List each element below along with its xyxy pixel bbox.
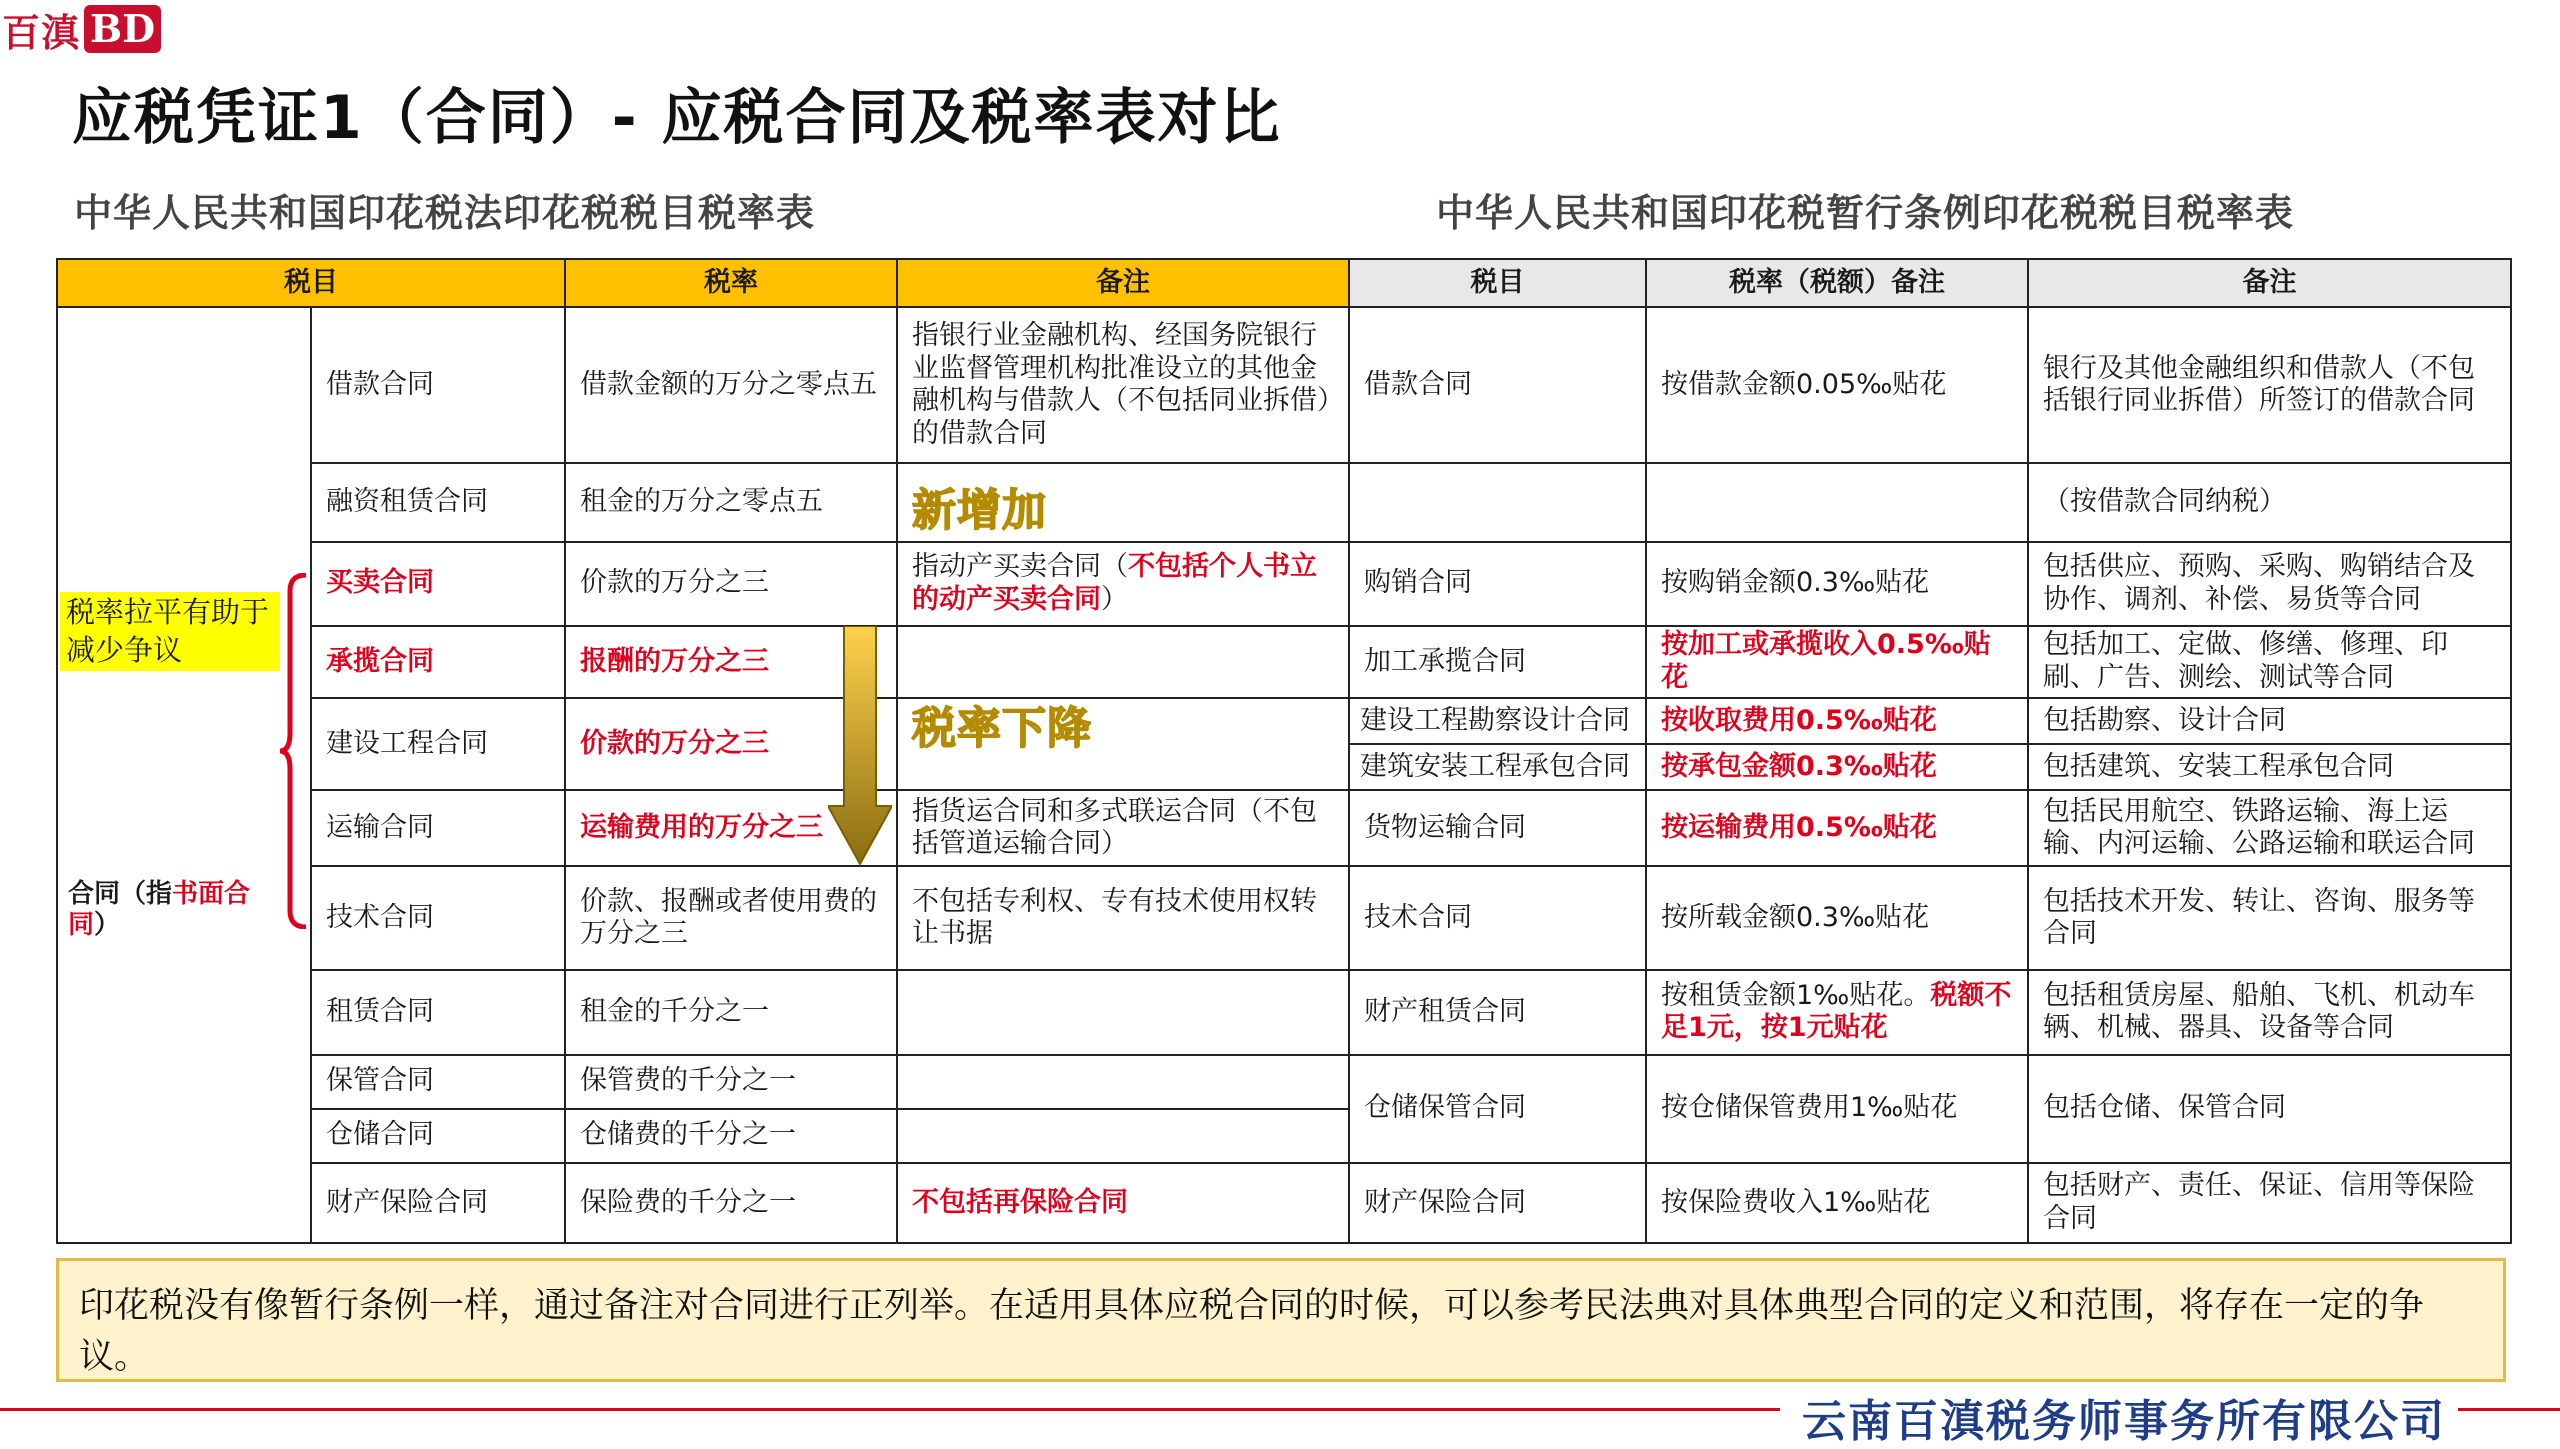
note-cell	[897, 970, 1349, 1054]
note-cell: 指货运合同和多式联运合同（不包括管道运输合同）	[897, 790, 1349, 866]
header-rate-old: 税率（税额）备注	[1646, 259, 2028, 307]
page-title: 应税凭证1（合同）- 应税合同及税率表对比	[72, 83, 1282, 153]
rate-cell: 租金的千分之一	[565, 970, 897, 1054]
old-item-cell: 货物运输合同	[1349, 790, 1646, 866]
header-item-new: 税目	[57, 259, 565, 307]
table-row	[57, 626, 2511, 698]
old-rate-cell: 按购销金额0.3‰贴花	[1646, 542, 2028, 626]
table-row	[57, 698, 2511, 744]
old-item-cell: 财产租赁合同	[1349, 970, 1646, 1054]
item-cell: 租赁合同	[311, 970, 565, 1054]
logo-cn-text: 百滇	[2, 10, 81, 55]
item-cell: 财产保险合同	[311, 1163, 565, 1243]
note-part: ）	[1101, 583, 1128, 615]
footer-line-left	[0, 1408, 1780, 1411]
table-row	[57, 1055, 2511, 1109]
old-note-cell: 包括财产、责任、保证、信用等保险合同	[2028, 1163, 2511, 1243]
old-rate-cell: 按承包金额0.3‰贴花	[1646, 744, 2028, 790]
old-note-cell: 包括民用航空、铁路运输、海上运输、内河运输、公路运输和联运合同	[2028, 790, 2511, 866]
footer-company-name: 云南百滇税务师事务所有限公司	[1790, 1385, 2458, 1449]
table-row	[57, 1163, 2511, 1243]
note-part-emph: 不包括个人书立的动产买卖合同	[912, 551, 1317, 615]
item-cell: 借款合同	[311, 307, 565, 463]
old-rate-cell: 按加工或承揽收入0.5‰贴花	[1646, 626, 2028, 698]
item-cell: 承揽合同	[311, 626, 565, 698]
old-note-cell: （按借款合同纳税）	[2028, 463, 2511, 541]
rate-cell: 保险费的千分之一	[565, 1163, 897, 1243]
old-rate-cell: 按收取费用0.5‰贴花	[1646, 698, 2028, 744]
subtitle-new-law: 中华人民共和国印花税法印花税税目税率表	[74, 191, 816, 235]
old-rate-cell: 按借款金额0.05‰贴花	[1646, 307, 2028, 463]
old-item-cell: 财产保险合同	[1349, 1163, 1646, 1243]
table-row	[57, 307, 2511, 463]
old-item-cell	[1349, 463, 1646, 541]
comparison-table	[56, 258, 2512, 1244]
category-emph: 书面合同	[68, 878, 251, 941]
annotation-yellow-box: 税率拉平有助于减少争议	[60, 592, 280, 671]
table-row	[57, 790, 2511, 866]
old-item-cell: 建筑安装工程承包合同	[1349, 744, 1646, 790]
old-item-cell: 购销合同	[1349, 542, 1646, 626]
old-note-cell: 包括技术开发、转让、咨询、服务等合同	[2028, 866, 2511, 970]
note-cell: 指银行业金融机构、经国务院银行业监督管理机构批准设立的其他金融机构与借款人（不包括同业拆借）的借款合同	[897, 307, 1349, 463]
rate-cell: 价款的万分之三	[565, 698, 897, 790]
annotation-new-added: 新增加	[912, 485, 1047, 536]
old-item-cell: 建设工程勘察设计合同	[1349, 698, 1646, 744]
rate-cell: 价款的万分之三	[565, 542, 897, 626]
old-item-cell: 技术合同	[1349, 866, 1646, 970]
old-rate-cell: 按所载金额0.3‰贴花	[1646, 866, 2028, 970]
category-cell	[57, 307, 311, 1243]
item-cell: 保管合同	[311, 1055, 565, 1109]
company-logo	[2, 4, 161, 54]
bracket-icon	[278, 573, 308, 929]
note-cell	[897, 626, 1349, 698]
logo-bd-text: BD	[84, 5, 161, 53]
item-cell: 融资租赁合同	[311, 463, 565, 541]
subtitle-old-regulation: 中华人民共和国印花税暂行条例印花税税目税率表	[1436, 191, 2295, 235]
table-row	[57, 463, 2511, 541]
old-rate-cell	[1646, 463, 2028, 541]
header-note-old: 备注	[2028, 259, 2511, 307]
rate-cell: 借款金额的万分之零点五	[565, 307, 897, 463]
category-prefix: 合同（指	[68, 878, 173, 909]
down-arrow-icon	[828, 626, 892, 866]
rate-cell: 报酬的万分之三	[565, 626, 897, 698]
old-note-cell: 包括建筑、安装工程承包合同	[2028, 744, 2511, 790]
old-note-cell: 包括租赁房屋、船舶、飞机、机动车辆、机械、器具、设备等合同	[2028, 970, 2511, 1054]
old-rate-part-emph: 税额不足1元，按1元贴花	[1661, 980, 2012, 1044]
old-note-cell: 包括加工、定做、修缮、修理、印刷、广告、测绘、测试等合同	[2028, 626, 2511, 698]
table-row	[57, 866, 2511, 970]
old-rate-part: 按租赁金额1‰贴花。	[1661, 980, 1931, 1012]
old-note-cell: 包括仓储、保管合同	[2028, 1055, 2511, 1163]
note-box: 印花税没有像暂行条例一样，通过备注对合同进行正列举。在适用具体应税合同的时候，可以参考民法典对具体典型合同的定义和范围，将存在一定的争议。	[56, 1258, 2506, 1382]
category-suffix: ）	[94, 910, 121, 941]
note-cell	[897, 1055, 1349, 1109]
note-part: 指动产买卖合同（	[912, 551, 1128, 583]
table-row	[57, 970, 2511, 1054]
annotation-rate-down: 税率下降	[912, 703, 1092, 754]
table-row	[57, 542, 2511, 626]
old-note-cell: 包括勘察、设计合同	[2028, 698, 2511, 744]
old-note-cell: 包括供应、预购、采购、购销结合及协作、调剂、补偿、易货等合同	[2028, 542, 2511, 626]
header-item-old: 税目	[1349, 259, 1646, 307]
old-rate-cell: 按仓储保管费用1‰贴花	[1646, 1055, 2028, 1163]
note-cell: 不包括再保险合同	[897, 1163, 1349, 1243]
note-cell: 不包括专利权、专有技术使用权转让书据	[897, 866, 1349, 970]
item-cell: 技术合同	[311, 866, 565, 970]
old-rate-cell: 按保险费收入1‰贴花	[1646, 1163, 2028, 1243]
header-rate-new: 税率	[565, 259, 897, 307]
rate-cell: 运输费用的万分之三	[565, 790, 897, 866]
item-cell: 仓储合同	[311, 1109, 565, 1163]
old-note-cell: 银行及其他金融组织和借款人（不包括银行同业拆借）所签订的借款合同	[2028, 307, 2511, 463]
item-cell: 建设工程合同	[311, 698, 565, 790]
note-cell	[897, 542, 1349, 626]
old-item-cell: 借款合同	[1349, 307, 1646, 463]
item-cell: 运输合同	[311, 790, 565, 866]
header-note-new: 备注	[897, 259, 1349, 307]
rate-cell: 价款、报酬或者使用费的万分之三	[565, 866, 897, 970]
old-item-cell: 加工承揽合同	[1349, 626, 1646, 698]
rate-cell: 租金的万分之零点五	[565, 463, 897, 541]
old-rate-cell	[1646, 970, 2028, 1054]
rate-cell: 仓储费的千分之一	[565, 1109, 897, 1163]
item-cell: 买卖合同	[311, 542, 565, 626]
old-item-cell: 仓储保管合同	[1349, 1055, 1646, 1163]
note-cell	[897, 1109, 1349, 1163]
rate-cell: 保管费的千分之一	[565, 1055, 897, 1109]
old-rate-cell: 按运输费用0.5‰贴花	[1646, 790, 2028, 866]
